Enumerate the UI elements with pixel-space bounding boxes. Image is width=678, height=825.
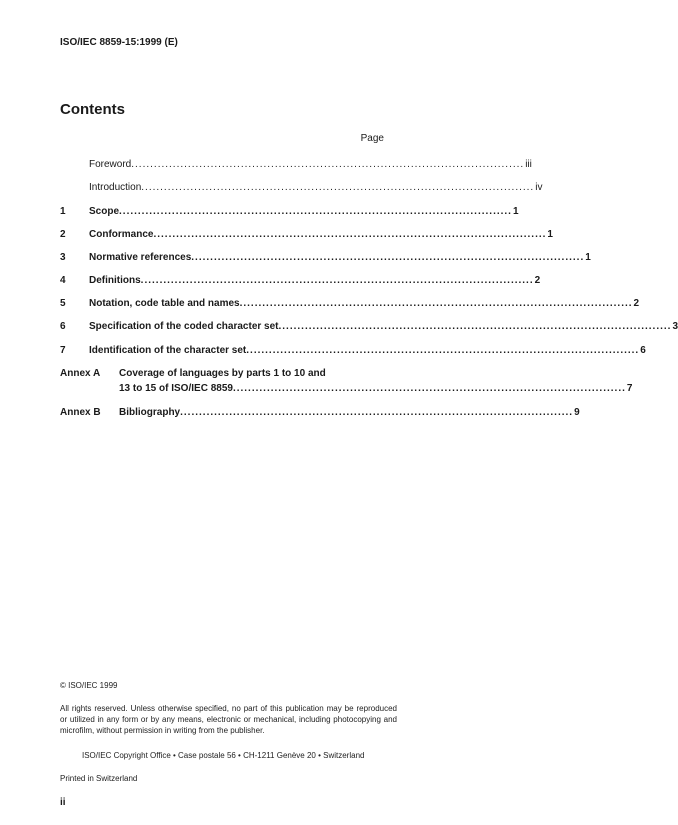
rights-statement: All rights reserved. Unless otherwise specified, no part of this publication may be reproduced or utilized in any form or by any means, electronic or mechanical, including photocopying and microfilm, without permission in writing from the publisher.	[60, 704, 397, 735]
toc-entry-foreword[interactable]	[60, 158, 532, 172]
leader-dots: ........................................................................................................	[141, 182, 535, 193]
toc-entry-number: 6	[60, 321, 66, 332]
toc-entry-page: 3	[672, 321, 678, 332]
toc-entry-number: 5	[60, 298, 66, 309]
toc-entry-title: Bibliography	[119, 407, 181, 418]
toc-entry-normative-references[interactable]	[60, 251, 591, 265]
toc-entry-title: Coverage of languages by parts 1 to 10 and	[119, 368, 326, 379]
page-column-label: Page	[360, 133, 384, 144]
toc-entry-number: 7	[60, 345, 66, 356]
toc-entry-page: 6	[640, 345, 646, 356]
leader-dots: ........................................................................................................	[191, 252, 585, 263]
toc-entry-page: 2	[534, 275, 541, 286]
leader-dots: ........................................................................................................	[153, 229, 547, 240]
toc-entry-page: 1	[585, 252, 591, 263]
toc-entry-page: 2	[633, 298, 640, 309]
toc-entry-page: 1	[512, 206, 519, 217]
toc-entry-identification[interactable]	[60, 344, 646, 358]
toc-entry-annex-b[interactable]	[60, 406, 580, 420]
leader-dots: ........................................................................................................	[232, 383, 626, 394]
toc-entry-scope[interactable]	[60, 205, 519, 219]
leader-dots: ........................................................................................................	[131, 159, 525, 170]
toc-entry-number: 2	[60, 229, 66, 240]
toc-entry-number: Annex A	[60, 368, 101, 379]
toc-entry-conformance[interactable]	[60, 228, 553, 242]
toc-entry-title: Conformance	[89, 229, 154, 240]
toc-entry-title: Definitions	[89, 275, 141, 286]
leader-dots: ........................................................................................................	[278, 321, 672, 332]
toc-entry-page: iii	[525, 159, 532, 170]
toc-entry-number: Annex B	[60, 407, 101, 418]
toc-entry-number: 4	[60, 275, 66, 286]
toc-entry-title: Identification of the character set	[89, 345, 247, 356]
document-identifier: ISO/IEC 8859-15:1999 (E)	[60, 37, 178, 48]
toc-entry-title: Notation, code table and names	[89, 298, 240, 309]
leader-dots: ........................................................................................................	[246, 345, 640, 356]
toc-entry-number: 1	[60, 206, 66, 217]
toc-entry-title: Introduction	[89, 182, 142, 193]
contents-title: Contents	[60, 101, 125, 118]
toc-entry-number: 3	[60, 252, 66, 263]
toc-entry-title: Specification of the coded character set	[89, 321, 279, 332]
page-number: ii	[60, 797, 66, 808]
toc-entry-page: 9	[574, 407, 580, 418]
toc-entry-definitions[interactable]	[60, 274, 541, 288]
leader-dots: ........................................................................................................	[140, 275, 534, 286]
toc-entry-title: Normative references	[89, 252, 192, 263]
toc-entry-specification[interactable]	[60, 320, 678, 334]
toc-entry-title: Scope	[89, 206, 120, 217]
toc-entry-annex-a[interactable]	[60, 367, 384, 381]
printed-in: Printed in Switzerland	[60, 774, 138, 783]
copyright-notice: © ISO/IEC 1999	[60, 681, 118, 690]
leader-dots: ........................................................................................................	[119, 206, 512, 217]
toc-entry-title-continued: 13 to 15 of ISO/IEC 8859	[119, 383, 233, 394]
toc-entry-page: iv	[535, 182, 543, 193]
toc-entry-page: 1	[547, 229, 553, 240]
toc-entry-notation[interactable]	[60, 297, 640, 311]
toc-entry-page: 7	[626, 383, 633, 394]
leader-dots: ........................................................................................................	[180, 407, 574, 418]
copyright-office-address: ISO/IEC Copyright Office • Case postale 56 • CH-1211 Genève 20 • Switzerland	[82, 751, 365, 760]
leader-dots: ........................................................................................................	[239, 298, 633, 309]
toc-entry-title: Foreword	[89, 159, 132, 170]
toc-entry-annex-a-continuation[interactable]	[119, 382, 633, 396]
toc-entry-introduction[interactable]	[60, 181, 543, 195]
